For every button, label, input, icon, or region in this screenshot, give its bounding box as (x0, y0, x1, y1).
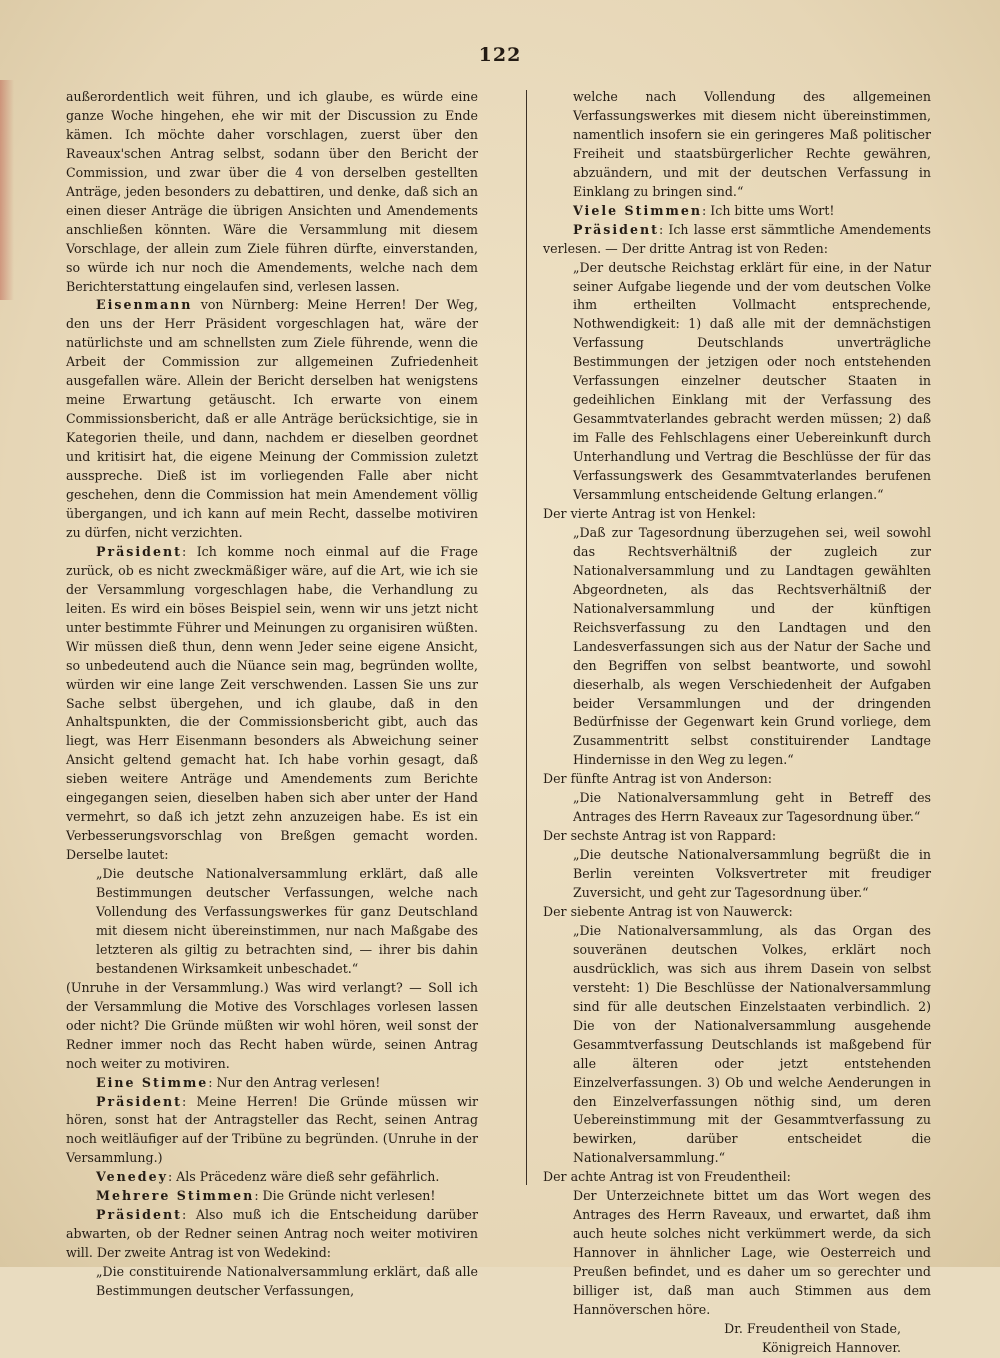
speech-text: : Ich lasse erst sämmtliche Amendements verlesen. — Der dritte Antrag ist von Reden: (543, 221, 931, 256)
speaker-name: Präsident (96, 1207, 182, 1223)
quoted-motion: „Die Nationalversammlung geht in Betreff des Antrages des Herrn Raveaux zur Tagesordnung über.“ (573, 790, 931, 825)
speaker-paragraph (66, 1093, 478, 1169)
body-paragraph: außerordentlich weit führen, und ich glaube, es würde eine ganze Woche hingehen, ehe wir mit der Discussion zu Ende kämen. Ich möchte daher vorschlagen, zuerst über den Raveaux'schen Antrag selbst, sodann über den Bericht der Commission, und zwar über die 4 von derselben gestellten Anträge, jeden besonders zu debattiren, und denke, daß sich an einen dieser Anträge die übrigen Ansichten und Amendements anschließen könnten. Wäre die Versammlung mit diesem Vorschlage, der allein zum Ziele führen dürfte, einverstanden, so würde ich nur noch die Amendements, welche nach dem Berichterstattung eingelaufen sind, verlesen lassen. (66, 89, 478, 294)
quoted-motion: „Die Nationalversammlung, als das Organ des souveränen deutschen Volkes, erklärt noch ausdrücklich, was sich aus ihrem Dasein von selbst versteht: 1) Die Beschlüsse der Nationalversammlung sind für alle deutschen Einzelstaaten verbindlich. 2) Die von der Nationalversammlung ausgehende Gesammtverfassung Deutschlands ist maßgebend für alle älteren oder jetzt entstehenden Einzelverfassungen. 3) Ob und welche Aenderungen in den Einzelverfassungen nöthig sind, um deren Uebereinstimmung mit der Gesammtverfassung zu bewirken, darüber entscheidet die Nationalversammlung.“ (573, 922, 931, 1166)
speech-text: : Nur den Antrag verlesen! (208, 1074, 381, 1090)
speech-text: : Ich bitte ums Wort! (702, 202, 835, 218)
quoted-motion: welche nach Vollendung des allgemeinen Verfassungswerkes mit diesem nicht übereinstimmen, namentlich insofern sie ein geringeres Maß politischer Freiheit und staatsbürgerlicher Rechte gewähren, abzuändern, und mit der deutschen Verfassung in Einklang zu bringen sind.“ (573, 89, 931, 199)
motion-intro: Der vierte Antrag ist von Henkel: (543, 505, 756, 521)
speaker-name: Eine Stimme (96, 1074, 209, 1090)
speech-text: : Ich komme noch einmal auf die Frage zurück, ob es nicht zweckmäßiger wäre, auf die Art, wie ich sie der Versammlung vorgeschlagen habe, die Verhandlung zu leiten. Es wird ein böses Beispiel sein, wenn wir uns jetzt nicht unter bestimmte Führer und Meinungen zu organisiren wüßten. Wir müssen dieß thun, denn wenn Jeder seine eigene Ansicht, so unbedeutend auch die Nüance sein mag, begründen wollte, würden wir eine lange Zeit verschwenden. Lassen Sie uns zur Sache selbst übergehen, und ich glaube, daß in den Anhaltspunkten, die der Commissionsbericht gibt, auch das liegt, was Herr Eisenmann besonders als Abweichung seiner Ansicht geltend gemacht hat. Ich habe vorhin gesagt, daß sieben weitere Anträge und Amendements zum Berichte eingegangen seien, dieselben haben sich aber unter der Hand vermehrt, so daß ich jetzt zehn anzuzeigen habe. Es ist ein Verbesserungsvorschlag von Breßgen gemacht worden. Derselbe lautet: (66, 543, 478, 863)
speaker-paragraph (66, 1206, 478, 1263)
speaker-name: Mehrere Stimmen (96, 1188, 255, 1204)
body-paragraph: (Unruhe in der Versammlung.) Was wird verlangt? — Soll ich der Versammlung die Motive des Vorschlages vorlesen lassen oder nicht? Die Gründe müßten wir wohl hören, weil sonst der Redner immer noch das Recht haben würde, seinen Antrag noch weiter zu motiviren. (66, 979, 478, 1071)
signature-line: Dr. Freudentheil von Stade, (724, 1320, 901, 1336)
speaker-name: Präsident (96, 543, 182, 559)
motion-intro: Der siebente Antrag ist von Nauwerck: (543, 903, 793, 919)
speaker-paragraph (66, 1187, 478, 1206)
quoted-motion: Der Unterzeichnete bittet um das Wort wegen des Antrages des Herrn Raveaux, und erwartet, daß ihm auch heute solches nicht verkümmert werde, da sich Hannover in ähnlicher Lage, wie Oesterreich und Preußen befindet, und es daher um so gerechter und billiger ist, daß man auch Stimmen aus dem Hannöverschen höre. (573, 1188, 931, 1317)
speaker-paragraph (66, 296, 478, 542)
speaker-paragraph (66, 1074, 478, 1093)
motion-intro: Der achte Antrag ist von Freudentheil: (543, 1169, 791, 1185)
speaker-paragraph (543, 202, 931, 221)
quoted-motion: „Der deutsche Reichstag erklärt für eine, in der Natur seiner Aufgabe liegende und der vom deutschen Volke ihm ertheilten Vollmacht entsprechende, Nothwendigkeit: 1) daß alle mit der demnächstigen Verfassung Deutschlands unverträgliche Bestimmungen der jetzigen oder noch entstehenden Verfassungen einzelner deutscher Staaten in gedeihlichen Einklang mit der Verfassung des Gesammtvaterlandes gebracht werden müssen; 2) daß im Falle des Fehlschlagens einer Uebereinkunft durch Unterhandlung und Vertrag die Beschlüsse der für das Verfassungswerk des Gesammtvaterlandes berufenen Versammlung entscheidende Geltung erlangen.“ (573, 259, 931, 503)
speaker-paragraph (66, 1168, 478, 1187)
edge-stain (0, 80, 14, 300)
speaker-name: Eisenmann (96, 297, 193, 313)
speech-text: von Nürnberg: Meine Herren! Der Weg, den uns der Herr Präsident vorgeschlagen hat, wäre der natürlichste und am schnellsten zum Ziele führende, wenn die Arbeit der Commission zur allgemeinen Zufriedenheit ausgefallen wäre. Allein der Bericht derselben hat wenigstens meine Erwartung getäuscht. Ich erwarte von einem Commissionsbericht, daß er alle Anträge berücksichtige, sie in Kategorien theile, und dann, nachdem er dieselben geordnet und kritisirt hat, die eigene Meinung der Commission zuletzt ausspreche. Dieß ist im vorliegenden Falle aber nicht geschehen, denn die Commission hat mein Amendement völlig übergangen, und ich kann auf mein Recht, dasselbe motiviren zu dürfen, nicht verzichten. (66, 297, 478, 540)
speaker-paragraph (66, 543, 478, 865)
quoted-motion: „Die constituirende Nationalversammlung erklärt, daß alle Bestimmungen deutscher Verfassungen, (96, 1264, 478, 1299)
motion-intro: Der sechste Antrag ist von Rappard: (543, 828, 777, 844)
quoted-motion: „Daß zur Tagesordnung überzugehen sei, weil sowohl das Rechtsverhältniß der zugleich zur Nationalversammlung und zu Landtagen gewählten Abgeordneten, als das Rechtsverhältniß der Nationalversammlung und der künftigen Reichsverfassung zu den Landtagen und den Landesverfassungen sich aus der Natur der Sache und den Begriffen von selbst beantworte, und sowohl dieserhalb, als wegen Verschiedenheit der Aufgaben beider Versammlungen und der dringenden Bedürfnisse der Gegenwart kein Grund vorliege, dem Zusammentritt selbst constituirender Landtage Hindernisse in den Weg zu legen.“ (573, 524, 931, 768)
speech-text: : Meine Herren! Die Gründe müssen wir hören, sonst hat der Antragsteller das Recht, seinen Antrag noch weitläufiger auf der Tribüne zu begründen. (Unruhe in der Versammlung.) (66, 1093, 478, 1166)
speech-text: : Die Gründe nicht verlesen! (254, 1188, 436, 1204)
quoted-motion: „Die deutsche Nationalversammlung erklärt, daß alle Bestimmungen deutscher Verfassungen, welche nach Vollendung des Verfassungswerkes für ganz Deutschland mit diesem nicht übereinstimmen, nur nach Maßgabe des letzteren als giltig zu betrachten sind, — ihrer bis dahin bestandenen Wirksamkeit unbeschadet.“ (96, 866, 478, 976)
right-column (543, 88, 931, 1358)
page-number: 122 (478, 44, 522, 66)
motion-intro: Der fünfte Antrag ist von Anderson: (543, 771, 772, 787)
signature-line: Königreich Hannover. (761, 1339, 901, 1355)
speaker-paragraph (543, 221, 931, 259)
speaker-name: Präsident (573, 221, 659, 237)
speaker-name: Venedey (96, 1169, 168, 1185)
left-column (66, 88, 478, 1301)
speech-text: : Also muß ich die Entscheidung darüber abwarten, ob der Redner seinen Antrag noch weiter motiviren will. Der zweite Antrag ist von Wedekind: (66, 1207, 478, 1261)
speaker-name: Viele Stimmen (573, 202, 703, 218)
speaker-name: Präsident (96, 1093, 182, 1109)
column-divider (526, 90, 527, 1185)
speech-text: : Als Präcedenz wäre dieß sehr gefährlich. (167, 1169, 440, 1185)
quoted-motion: „Die deutsche Nationalversammlung begrüßt die in Berlin vereinten Volksvertreter mit freudiger Zuversicht, und geht zur Tagesordnung über.“ (573, 847, 931, 901)
